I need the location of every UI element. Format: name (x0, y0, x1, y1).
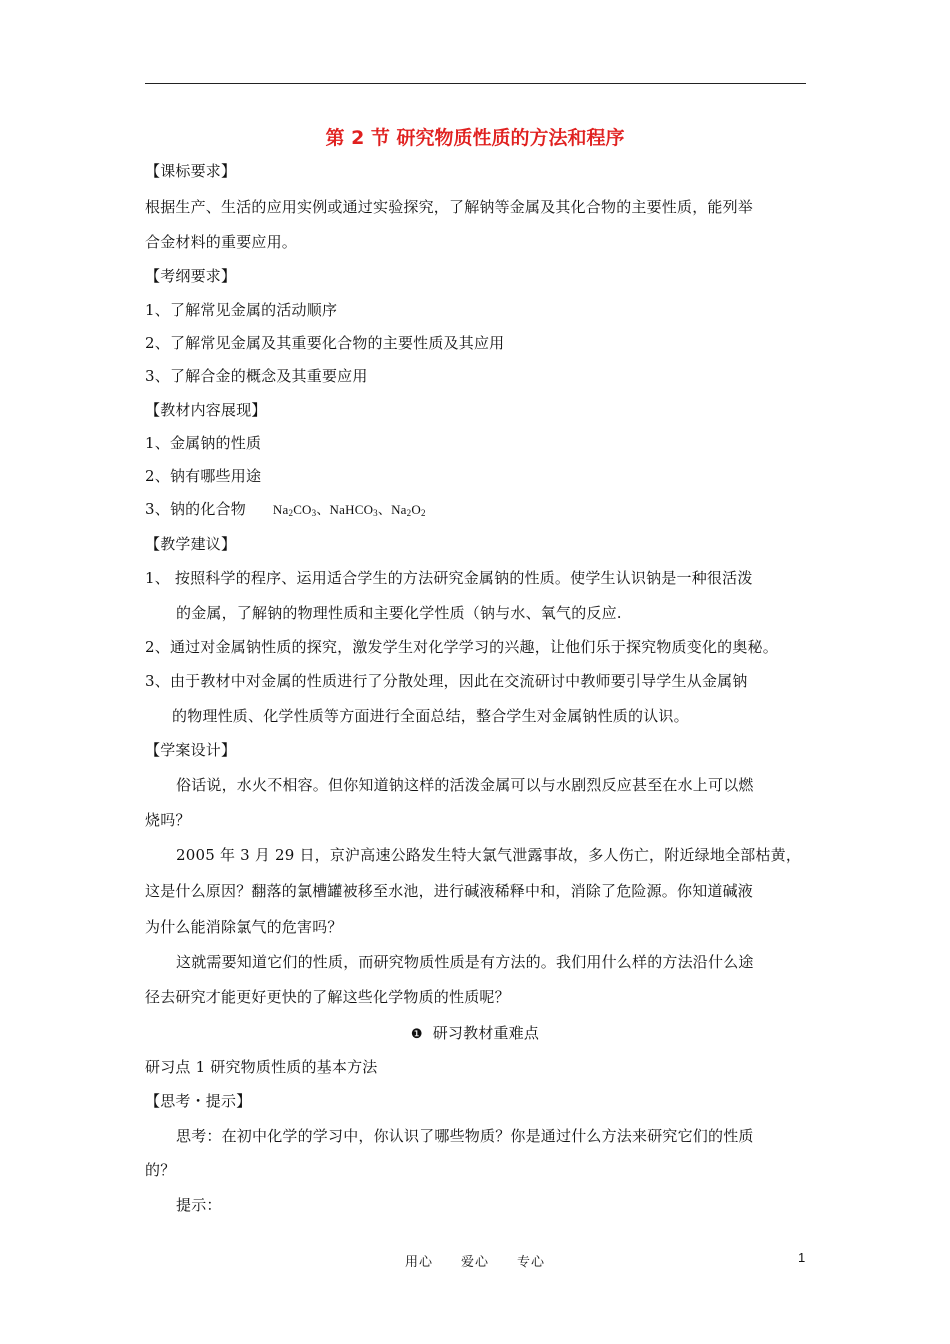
section-heading-curriculum: 【课标要求】 (145, 162, 237, 180)
list-item-continued: 的物理性质、化学性质等方面进行全面总结，整合学生对金属钠性质的认识。 (172, 707, 689, 725)
section-heading-teaching: 【教学建议】 (145, 535, 237, 553)
section-heading-design: 【学案设计】 (145, 741, 237, 759)
paragraph-line: 为什么能消除氯气的危害吗？ (145, 918, 343, 936)
paragraph-line: 这是什么原因？翻落的氯槽罐被移至水池，进行碱液稀释中和，消除了危险源。你知道碱液 (145, 882, 754, 900)
list-item-label: 3、钠的化合物 (145, 500, 246, 518)
page-title: 第 2 节 研究物质性质的方法和程序 (325, 127, 625, 149)
list-item-continued: 的金属，了解钠的物理性质和主要化学性质（钠与水、氧气的反应. (176, 604, 622, 622)
footer-text: 爱心 (460, 1255, 489, 1270)
study-point-heading: 研习点 1 研究物质性质的基本方法 (145, 1058, 378, 1076)
hint-label: 提示： (176, 1196, 222, 1214)
list-item: 1、了解常见金属的活动顺序 (145, 301, 338, 319)
page-footer (0, 1251, 950, 1270)
list-item: 3、了解合金的概念及其重要应用 (145, 367, 368, 385)
list-item: 3、由于教材中对金属的性质进行了分散处理，因此在交流研讨中教师要引导学生从金属钠 (145, 672, 748, 690)
footer-text: 用心 (404, 1255, 433, 1270)
subsection-heading: ❶ 研习教材重难点 (410, 1024, 540, 1042)
header-rule (145, 83, 806, 84)
paragraph-line: 烧吗？ (145, 811, 191, 829)
paragraph-line: 2005 年 3 月 29 日，京沪高速公路发生特大氯气泄露事故，多人伤亡，附近绿地全部枯黄， (176, 846, 802, 864)
list-item: 1、金属钠的性质 (145, 434, 262, 452)
paragraph-line: 思考：在初中化学的学习中，你认识了哪些物质？你是通过什么方法来研究它们的性质 (176, 1127, 754, 1145)
paragraph-line: 径去研究才能更好更快的了解这些化学物质的性质呢？ (145, 988, 510, 1006)
paragraph-line: 这就需要知道它们的性质，而研究物质性质是有方法的。我们用什么样的方法沿什么途 (176, 953, 754, 971)
paragraph-line: 俗话说，水火不相容。但你知道钠这样的活泼金属可以与水剧烈反应甚至在水上可以燃 (176, 776, 754, 794)
chemical-formulas: $Na_2CO_3$、NaHCO$_3$、$Na_2O_2$ (272, 502, 426, 518)
paragraph-line: 根据生产、生活的应用实例或通过实验探究，了解钠等金属及其化合物的主要性质，能列举 (145, 198, 754, 216)
page-number: 1 (798, 1250, 806, 1265)
list-item: 1、 按照科学的程序、运用适合学生的方法研究金属钠的性质。使学生认识钠是一种很活泼 (145, 569, 753, 587)
numbered-bullet-icon: ❶ (410, 1027, 423, 1042)
section-heading-syllabus: 【考纲要求】 (145, 267, 237, 285)
paragraph-line: 合金材料的重要应用。 (145, 233, 298, 251)
footer-text: 专心 (517, 1255, 546, 1270)
section-heading-content: 【教材内容展现】 (145, 401, 267, 419)
list-item: 2、了解常见金属及其重要化合物的主要性质及其应用 (145, 334, 505, 352)
section-heading-think: 【思考・提示】 (145, 1092, 252, 1110)
list-item-compounds (145, 500, 426, 522)
list-item: 2、通过对金属钠性质的探究，激发学生对化学学习的兴趣，让他们乐于探究物质变化的奥秘。 (145, 638, 778, 656)
paragraph-line: 的？ (145, 1161, 176, 1179)
list-item: 2、钠有哪些用途 (145, 467, 262, 485)
